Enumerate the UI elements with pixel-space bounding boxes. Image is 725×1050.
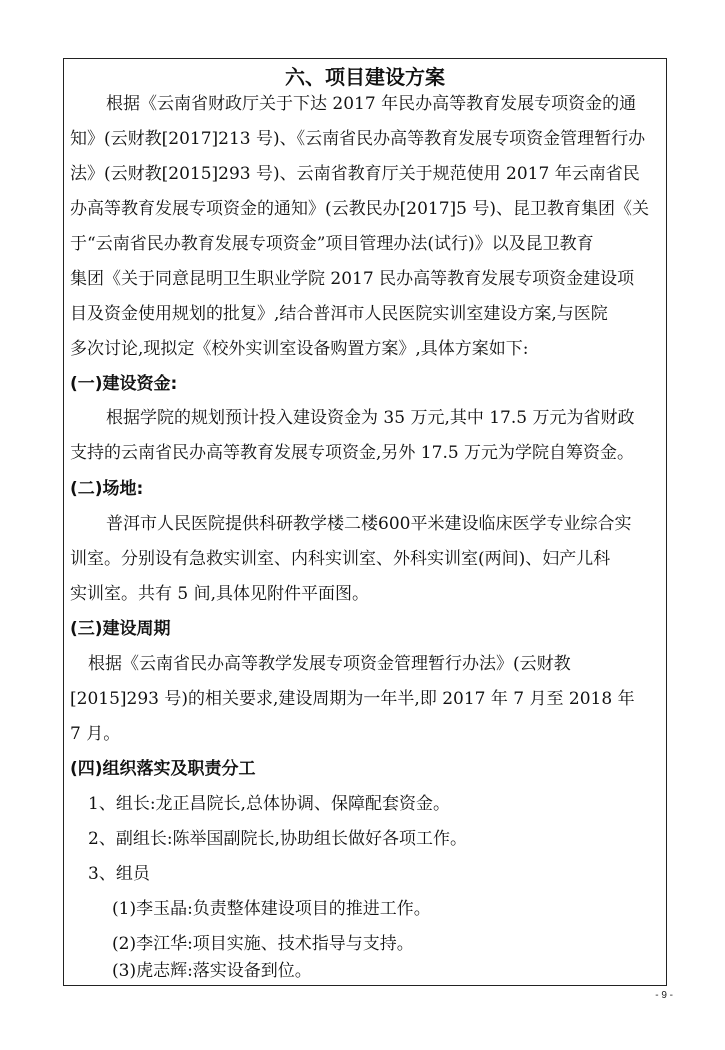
intro-line-4: 办高等教育发展专项资金的通知》(云教民办[2017]5 号)、昆卫教育集团《关 <box>70 199 650 219</box>
section-3-line-2: [2015]293 号)的相关要求,建设周期为一年半,即 2017 年 7 月至 2018 年 <box>70 689 635 709</box>
intro-line-2: 知》(云财教[2017]213 号)、《云南省民办高等教育发展专项资金管理暂行办 <box>70 129 646 149</box>
member-3: (3)虎志辉:落实设备到位。 <box>112 961 312 981</box>
section-4-item-2: 2、副组长:陈举国副院长,协助组长做好各项工作。 <box>88 829 467 849</box>
section-1-line-2: 支持的云南省民办高等教育发展专项资金,另外 17.5 万元为学院自筹资金。 <box>70 443 635 463</box>
section-2-line-2: 训室。分别设有急救实训室、内科实训室、外科实训室(两间)、妇产儿科 <box>70 549 611 569</box>
intro-line-6: 集团《关于同意昆明卫生职业学院 2017 民办高等教育发展专项资金建设项 <box>70 269 635 289</box>
content-frame <box>63 58 667 986</box>
section-3-line-3: 7 月。 <box>70 724 121 744</box>
section-2-line-1: 普洱市人民医院提供科研教学楼二楼600平米建设临床医学专业综合实 <box>106 514 632 534</box>
section-title: 六、项目建设方案 <box>285 65 445 89</box>
page-number: - 9 - <box>655 990 673 1001</box>
section-2-line-3: 实训室。共有 5 间,具体见附件平面图。 <box>70 584 370 604</box>
intro-line-5: 于“云南省民办教育发展专项资金”项目管理办法(试行)》以及昆卫教育 <box>70 234 594 254</box>
section-4-item-1: 1、组长:龙正昌院长,总体协调、保障配套资金。 <box>88 794 450 814</box>
intro-line-1: 根据《云南省财政厅关于下达 2017 年民办高等教育发展专项资金的通 <box>106 94 637 114</box>
section-1-heading: (一)建设资金: <box>70 374 178 394</box>
section-1-line-1: 根据学院的规划预计投入建设资金为 35 万元,其中 17.5 万元为省财政 <box>106 408 635 428</box>
member-1: (1)李玉晶:负责整体建设项目的推进工作。 <box>112 899 431 919</box>
intro-line-7: 目及资金使用规划的批复》,结合普洱市人民医院实训室建设方案,与医院 <box>70 304 608 324</box>
intro-line-3: 法》(云财教[2015]293 号)、云南省教育厅关于规范使用 2017 年云南省民 <box>70 164 640 184</box>
section-2-heading: (二)场地: <box>70 479 144 499</box>
section-4-heading: (四)组织落实及职责分工 <box>70 759 256 779</box>
member-2: (2)李江华:项目实施、技术指导与支持。 <box>112 934 414 954</box>
intro-line-8: 多次讨论,现拟定《校外实训室设备购置方案》,具体方案如下: <box>70 339 529 359</box>
section-3-heading: (三)建设周期 <box>70 619 171 639</box>
section-3-line-1: 根据《云南省民办高等教学发展专项资金管理暂行办法》(云财教 <box>88 654 571 674</box>
section-4-item-3: 3、组员 <box>88 864 150 884</box>
